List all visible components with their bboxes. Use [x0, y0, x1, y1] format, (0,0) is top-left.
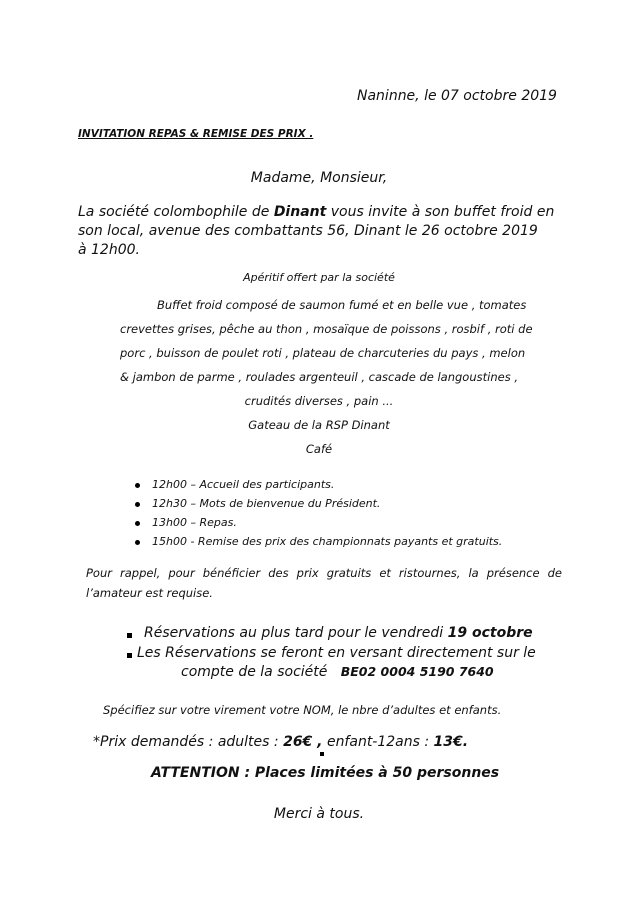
schedule-item-text: 13h00 – Repas. [152, 516, 237, 529]
schedule-item-text: 12h30 – Mots de bienvenue du Président. [152, 497, 381, 510]
reminder-paragraph [86, 563, 562, 603]
menu-line-1: Buffet froid composé de saumon fumé et en belle vue , tomates [157, 298, 527, 312]
schedule-item-text: 12h00 – Accueil des participants. [152, 478, 335, 491]
bullet-icon [135, 483, 140, 488]
subject-line: INVITATION REPAS & REMISE DES PRIX . [78, 128, 314, 140]
schedule-item [152, 535, 502, 548]
menu-line-5: crudités diverses , pain ... [244, 394, 394, 408]
adult-price: 26€ , [283, 734, 323, 750]
child-price-label: enfant-12ans : [322, 734, 434, 750]
menu-line-3: porc , buisson de poulet roti , plateau de charcuteries du pays , melon [120, 346, 526, 360]
reservation-deadline [144, 625, 533, 641]
reminder-line-2: l’amateur est requise. [86, 586, 213, 600]
reservation-date: 19 octobre [447, 625, 533, 641]
schedule-item [152, 478, 334, 491]
reservation-payment-line-1: Les Réservations se feront en versant directement sur le [137, 645, 536, 661]
reservation-deadline-text: Réservations au plus tard pour le vendredi [144, 625, 448, 641]
aperitif-line: Apéritif offert par la société [243, 271, 395, 284]
reservation-payment-line-2 [181, 664, 494, 680]
intro-line-1-end: vous invite à son buffet froid en [326, 204, 555, 220]
club-city: Dinant [273, 204, 327, 220]
intro-line-1-start: La société colombophile de [78, 204, 274, 220]
closing-thanks: Merci à tous. [273, 806, 365, 822]
schedule-item [152, 497, 380, 510]
specify-line: Spécifiez sur votre virement votre NOM, le nbre d’adultes et enfants. [103, 703, 502, 717]
intro-line-2: son local, avenue des combattants 56, Dinant le 26 octobre 2019 [78, 223, 538, 239]
price-line [93, 734, 468, 750]
price-label: *Prix demandés : adultes : [93, 734, 284, 750]
menu-line-4: & jambon de parme , roulades argenteuil , cascade de langoustines , [120, 370, 518, 384]
square-bullet-icon [320, 752, 324, 756]
gateau-line: Gateau de la RSP Dinant [248, 418, 390, 432]
square-bullet-icon [127, 633, 132, 638]
schedule-item [152, 516, 237, 529]
bullet-icon [135, 540, 140, 545]
bullet-icon [135, 502, 140, 507]
cafe-line: Café [305, 442, 333, 456]
reservation-account-label: compte de la société [181, 664, 341, 680]
reminder-line-1: Pour rappel, pour bénéficier des prix gratuits et ristournes, la présence de [86, 566, 562, 580]
intro-line-1 [78, 203, 568, 222]
date-line: Naninne, le 07 octobre 2019 [357, 88, 557, 104]
schedule-item-text: 15h00 - Remise des prix des championnats payants et gratuits. [152, 535, 503, 548]
bullet-icon [135, 521, 140, 526]
intro-paragraph [78, 203, 568, 260]
bank-account-number: BE02 0004 5190 7640 [340, 664, 494, 679]
salutation: Madame, Monsieur, [250, 170, 388, 186]
attention-line: ATTENTION : Places limitées à 50 personnes [151, 765, 500, 781]
child-price: 13€. [433, 734, 469, 750]
square-bullet-icon [127, 653, 132, 658]
menu-line-2: crevettes grises, pêche au thon , mosaïque de poissons , rosbif , roti de [120, 322, 533, 336]
intro-line-3: à 12h00. [78, 242, 140, 258]
